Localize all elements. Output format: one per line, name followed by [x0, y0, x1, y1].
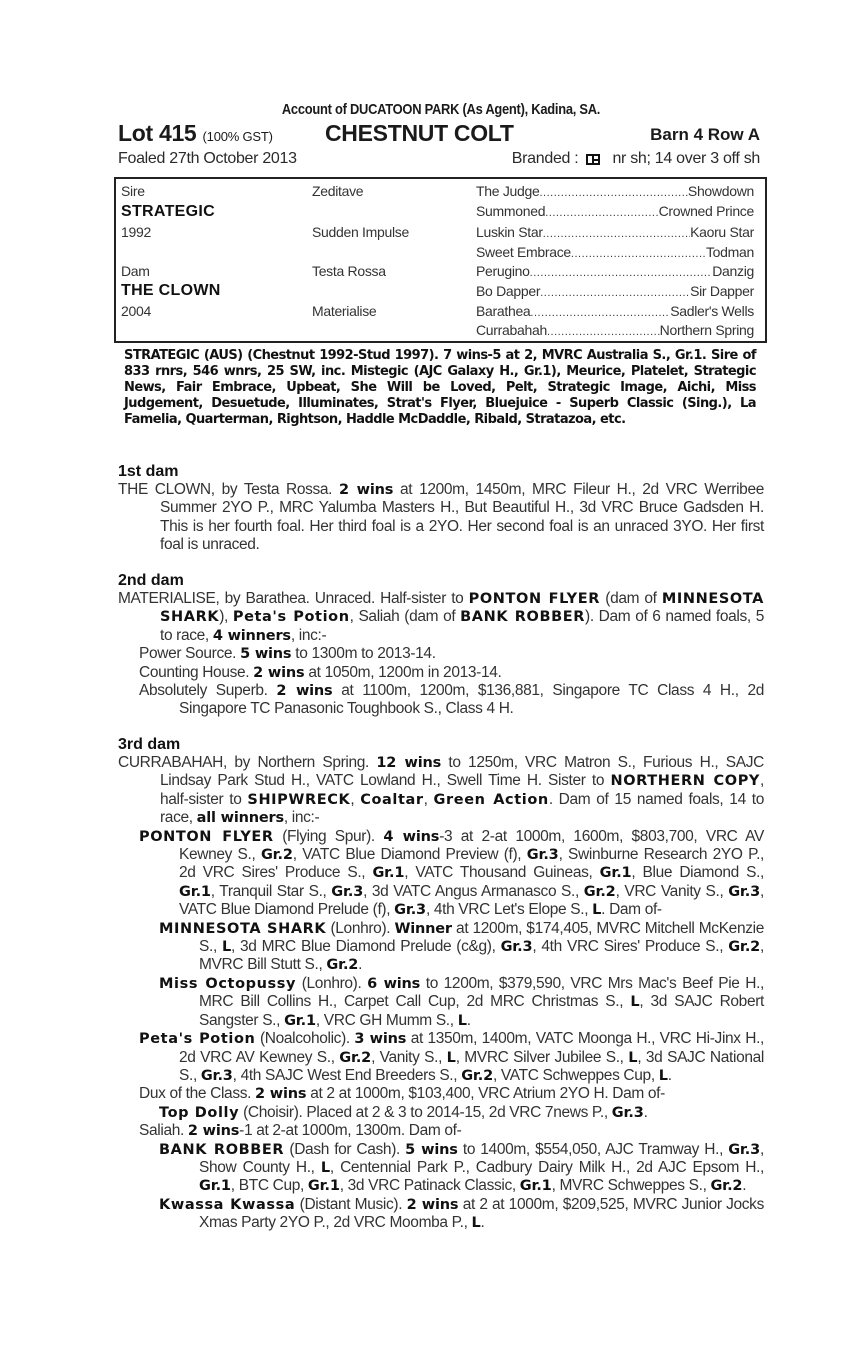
gst-note: (100% GST): [202, 129, 273, 144]
emphasis: Gr.1: [519, 1178, 552, 1195]
pedigree-table: [114, 177, 767, 343]
lot-number: [118, 120, 273, 147]
emphasis: 2 wins: [406, 1196, 459, 1213]
emphasis: 2 wins: [187, 1123, 240, 1140]
brand-mark-icon: [586, 154, 600, 165]
barn-location: Barn 4 Row A: [650, 125, 760, 144]
dam-name: THE CLOWN: [121, 282, 221, 299]
leader-dots: [545, 203, 658, 219]
emphasis: Gr.1: [179, 883, 211, 900]
horse-name: SHIPWRECK: [247, 791, 351, 808]
emphasis: Gr.1: [199, 1178, 231, 1195]
ggp-left: Currabahah: [476, 322, 547, 338]
emphasis: Gr.2: [710, 1178, 743, 1195]
leader-dots: [530, 303, 670, 319]
brand-info: [512, 150, 760, 168]
great-grandparent-row: [476, 203, 754, 219]
progeny-list: [118, 828, 764, 1233]
emphasis: 2 wins: [276, 683, 333, 700]
great-grandparent-row: [476, 322, 754, 338]
great-grandparent-row: [476, 283, 754, 299]
great-grandparent-row: [476, 244, 754, 260]
emphasis: 2 wins: [338, 482, 394, 498]
horse-name: MINNESOTA SHARK: [159, 920, 327, 937]
emphasis: 6 wins: [367, 975, 421, 992]
emphasis: Gr.2: [461, 1067, 493, 1084]
horse-name: Coaltar: [360, 791, 424, 808]
grandsire-paternal: Zeditave: [312, 183, 364, 199]
horse-name: BANK ROBBER: [460, 609, 586, 626]
dam-year: 2004: [121, 303, 151, 319]
emphasis: L: [592, 902, 602, 919]
horse-name: NORTHERN COPY: [610, 773, 761, 790]
emphasis: Gr.2: [728, 939, 761, 956]
progeny-entry: Dux of the Class. 2 wins at 2 at 1000m, $103,400, VRC Atrium 2YO H. Dam of-: [139, 1085, 665, 1103]
emphasis: Gr.3: [200, 1067, 233, 1084]
progeny-entry: Power Source. 5 wins to 1300m to 2013-14.: [139, 645, 436, 663]
emphasis: Gr.2: [260, 847, 293, 864]
horse-name: Peta's Potion: [232, 609, 350, 626]
ggp-right: Kaoru Star: [690, 224, 754, 240]
emphasis: Gr.1: [372, 865, 405, 882]
horse-name: Peta's Potion: [139, 1031, 256, 1048]
horse-name: PONTON FLYER: [139, 828, 274, 845]
great-grandparent-row: [476, 183, 754, 199]
emphasis: L: [320, 1159, 330, 1176]
horse-name: Top Dolly: [159, 1104, 240, 1121]
foaled-date: Foaled 27th October 2013: [118, 150, 297, 167]
emphasis: 2 wins: [255, 1086, 307, 1103]
great-grandparent-row: [476, 224, 754, 240]
emphasis: L: [658, 1067, 668, 1084]
first-dam-section: [118, 463, 764, 555]
emphasis: 4 wins: [383, 828, 440, 845]
emphasis: 2 wins: [253, 664, 305, 681]
leader-dots: [547, 322, 660, 338]
progeny-entry: Top Dolly (Choisir). Placed at 2 & 3 to 2014-15, 2d VRC 7news P., Gr.3.: [159, 1103, 648, 1121]
emphasis: 5 wins: [240, 646, 292, 663]
emphasis: L: [471, 1215, 481, 1232]
lot-label: Lot 415: [118, 120, 197, 146]
emphasis: Gr.2: [326, 957, 359, 974]
horse-description: CHESTNUT COLT: [325, 120, 514, 146]
emphasis: Gr.3: [331, 883, 364, 900]
progeny-entry: Counting House. 2 wins at 1050m, 1200m in 2013-14.: [139, 663, 502, 681]
emphasis: Gr.3: [500, 939, 533, 956]
vendor-line: Account of DUCATOON PARK (As Agent), Kadina, SA.: [281, 101, 601, 118]
ggp-left: Barathea: [476, 303, 531, 319]
leader-dots: [543, 224, 690, 240]
progeny-entry: Absolutely Superb. 2 wins at 1100m, 1200m, $136,881, Singapore TC Class 4 H., 2d Singapore TC Panasonic Toughbook S., Class 4 H.: [139, 682, 764, 718]
dam-label: Dam: [121, 263, 150, 279]
emphasis: Gr.3: [728, 1141, 761, 1158]
emphasis: L: [628, 1049, 638, 1066]
emphasis: 4 winners: [212, 627, 291, 644]
section-heading: 1st dam: [118, 463, 179, 480]
great-grandparent-row: [476, 303, 754, 319]
emphasis: Gr.2: [339, 1049, 372, 1066]
progeny-entry: MINNESOTA SHARK (Lonhro). Winner at 1200m, $174,405, MVRC Mitchell McKenzie S., L, 3d MRC Blue Diamond Prelude (c&g), Gr.3, 4th VRC Sires' Produce S., Gr.2, MVRC Bill Stutt S., Gr.2.: [159, 919, 764, 974]
ggp-left: Summoned: [476, 203, 546, 219]
emphasis: Gr.3: [394, 902, 426, 919]
granddam-paternal: Sudden Impulse: [312, 224, 409, 240]
horse-name: Miss Octopussy: [159, 975, 297, 992]
emphasis: L: [457, 1012, 467, 1029]
ggp-left: Luskin Star: [476, 224, 543, 240]
sire-label: Sire: [121, 183, 145, 199]
emphasis: Winner: [394, 920, 452, 937]
progeny-entry: Saliah. 2 wins-1 at 2-at 1000m, 1300m. Dam of-: [139, 1122, 462, 1140]
great-grandparent-row: [476, 263, 754, 279]
emphasis: Gr.1: [599, 865, 632, 882]
dam-paragraph: THE CLOWN, by Testa Rossa. 2 wins at 1200m, 1450m, MRC Fileur H., 2d VRC Werribee Summer 2YO P., MRC Yalumba Masters H., But Beautiful H., 3d VRC Bruce Gadsden H. This is her fourth foal. Her third foal is a 2YO. Her second foal is an unraced 3YO. Her first foal is unraced.: [118, 481, 764, 554]
ggp-left: Sweet Embrace: [476, 244, 571, 260]
horse-name: Kwassa Kwassa: [159, 1196, 296, 1213]
emphasis: 3 wins: [354, 1031, 407, 1048]
progeny-entry: Peta's Potion (Noalcoholic). 3 wins at 1350m, 1400m, VATC Moonga H., VRC Hi-Jinx H., 2d VRC AV Kewney S., Gr.2, Vanity S., L, MVRC Silver Jubilee S., L, 3d SAJC National S., Gr.3, 4th SAJC West End Breeders S., Gr.2, VATC Schweppes Cup, L.: [139, 1030, 764, 1084]
horse-name: PONTON FLYER: [468, 591, 601, 607]
emphasis: L: [446, 1049, 456, 1066]
sire-summary: STRATEGIC (AUS) (Chestnut 1992-Stud 1997). 7 wins-5 at 2, MVRC Australia S., Gr.1. Sire of 833 rnrs, 546 wnrs, 25 SW, inc. Mistegic (AJC Galaxy H., Gr.1), Meurice, Platelet, Strategic News, Fair Embrace, Upbeat, She Will be Loved, Pelt, Strategic Image, Aichi, Miss Judgement, Desuetude, Illuminates, Strat's Flyer, Bluejuice - Superb Classic (Sing.), La Famelia, Quarterman, Rightson, Haddle McDaddle, Ribald, Stratazoa, etc.: [124, 348, 756, 427]
ggp-right: Todman: [705, 244, 754, 260]
ggp-right: Sadler's Wells: [670, 303, 754, 319]
progeny-list: [118, 645, 764, 719]
emphasis: Gr.3: [728, 883, 761, 900]
lot-line: [118, 120, 764, 148]
emphasis: all winners: [196, 810, 284, 827]
emphasis: 5 wins: [405, 1141, 458, 1158]
emphasis: Gr.3: [611, 1104, 644, 1121]
leader-dots: [530, 263, 713, 279]
horse-name: BANK ROBBER: [159, 1141, 285, 1158]
ggp-right: Danzig: [712, 263, 754, 279]
dam-paragraph: MATERIALISE, by Barathea. Unraced. Half-sister to PONTON FLYER (dam of MINNESOTA SHARK), Peta's Potion, Saliah (dam of BANK ROBBER). Dam of 6 named foals, 5 to race, 4 winners, inc:-: [118, 590, 764, 644]
leader-dots: [540, 283, 690, 299]
ggp-right: Northern Spring: [659, 322, 754, 338]
emphasis: Gr.3: [526, 847, 559, 864]
brand-text: nr sh; 14 over 3 off sh: [612, 150, 760, 167]
ggp-left: Bo Dapper: [476, 283, 541, 299]
emphasis: L: [221, 939, 232, 956]
emphasis: Gr.2: [583, 883, 616, 900]
grandsire-maternal: Testa Rossa: [312, 263, 386, 279]
ggp-right: Showdown: [687, 183, 754, 199]
dam-paragraph: CURRABAHAH, by Northern Spring. 12 wins to 1250m, VRC Matron S., Furious H., SAJC Lindsay Park Stud H., VATC Lowland H., Swell Time H. Sister to NORTHERN COPY, half-sister to SHIPWRECK, Coaltar, Green Action. Dam of 15 named foals, 14 to race, all winners, inc:-: [118, 754, 765, 827]
ggp-left: The Judge: [476, 183, 540, 199]
progeny-entry: BANK ROBBER (Dash for Cash). 5 wins to 1400m, $554,050, AJC Tramway H., Gr.3, Show County H., L, Centennial Park P., Cadbury Dairy Milk H., 2d AJC Epsom H., Gr.1, BTC Cup, Gr.1, 3d VRC Patinack Classic, Gr.1, MVRC Schweppes S., Gr.2.: [159, 1140, 764, 1195]
horse-name: MINNESOTA SHARK: [160, 591, 764, 626]
third-dam-section: [118, 736, 764, 1233]
progeny-entry: Kwassa Kwassa (Distant Music). 2 wins at 2 at 1000m, $209,525, MVRC Junior Jocks Xmas Party 2YO P., 2d VRC Moomba P., L.: [159, 1195, 764, 1232]
progeny-entry: Miss Octopussy (Lonhro). 6 wins to 1200m, $379,590, VRC Mrs Mac's Beef Pie H., MRC Bill Collins H., Carpet Call Cup, 2d MRC Christmas S., L, 3d SAJC Robert Sangster S., Gr.1, VRC GH Mumm S., L.: [159, 974, 764, 1029]
emphasis: 12 wins: [376, 755, 442, 771]
section-heading: 2nd dam: [118, 572, 184, 589]
emphasis: L: [630, 994, 640, 1011]
ggp-right: Sir Dapper: [690, 283, 754, 299]
emphasis: Gr.1: [307, 1178, 340, 1195]
brand-label: Branded :: [511, 150, 579, 167]
second-dam-section: [118, 572, 764, 719]
leader-dots: [571, 244, 706, 260]
ggp-left: Perugino: [476, 263, 530, 279]
section-heading: 3rd dam: [118, 736, 181, 753]
sire-year: 1992: [121, 224, 151, 240]
ggp-right: Crowned Prince: [658, 203, 754, 219]
horse-name: Green Action: [433, 791, 549, 808]
granddam-maternal: Materialise: [312, 303, 377, 319]
emphasis: Gr.1: [284, 1012, 316, 1029]
progeny-entry: PONTON FLYER (Flying Spur). 4 wins-3 at 2-at 1000m, 1600m, $803,700, VRC AV Kewney S., Gr.2, VATC Blue Diamond Preview (f), Gr.3, Swinburne Research 2YO P., 2d VRC Sires' Produce S., Gr.1, VATC Thousand Guineas, Gr.1, Blue Diamond S., Gr.1, Tranquil Star S., Gr.3, 3d VATC Angus Armanasco S., Gr.2, VRC Vanity S., Gr.3, VATC Blue Diamond Prelude (f), Gr.3, 4th VRC Let's Elope S., L. Dam of-: [139, 827, 765, 919]
leader-dots: [539, 183, 687, 199]
sire-name: STRATEGIC: [121, 203, 215, 220]
